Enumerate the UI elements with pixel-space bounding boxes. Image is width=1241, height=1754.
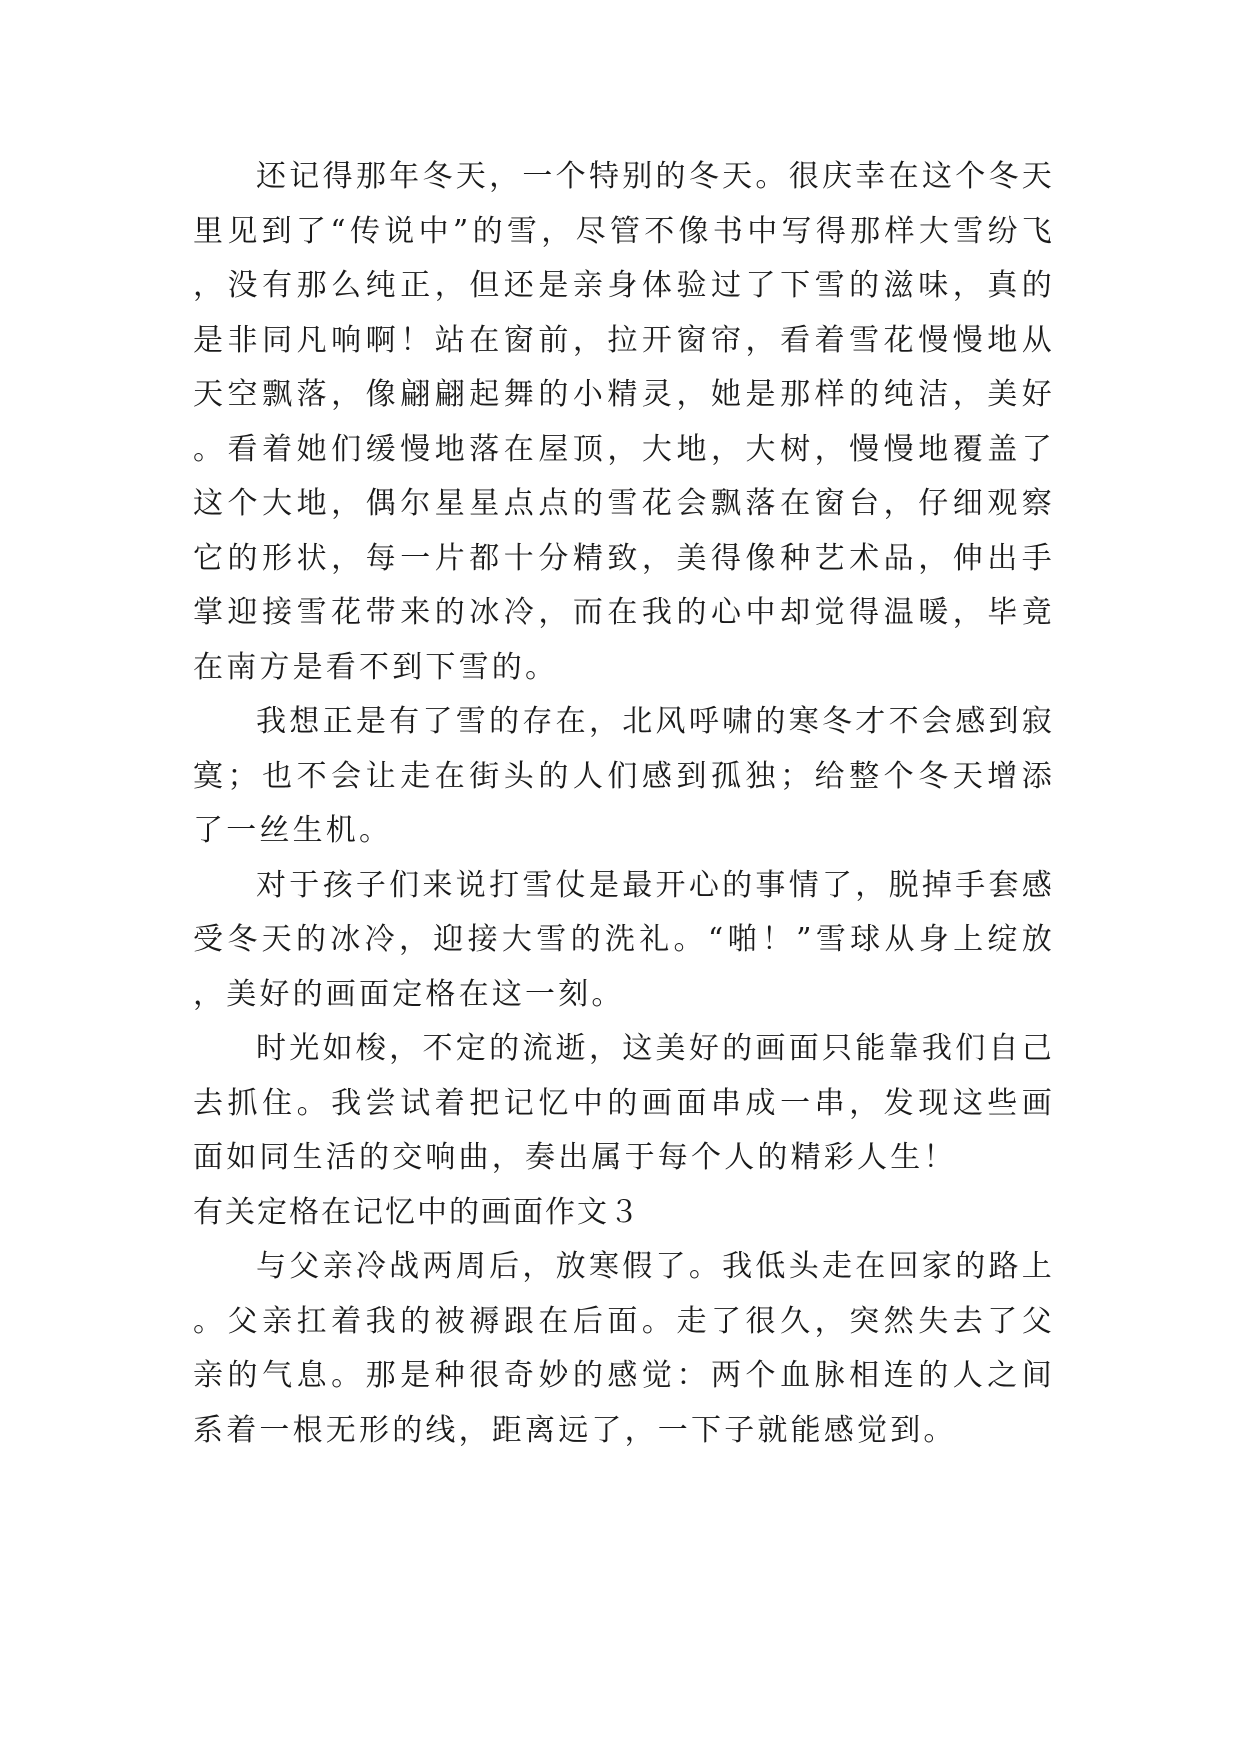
paragraph-snowball-fight: 对于孩子们来说打雪仗是最开心的事情了，脱掉手套感受冬天的冰冷，迎接大雪的洗礼。“啪！”雪球从身上绽放，美好的画面定格在这一刻。 — [193, 867, 1055, 1012]
document-body — [193, 150, 1055, 1458]
section-heading: 有关定格在记忆中的画面作文３ — [193, 1194, 641, 1230]
paragraph-snow-memory: 还记得那年冬天，一个特别的冬天。很庆幸在这个冬天里见到了“传说中”的雪，尽管不像书中写得那样大雪纷飞，没有那么纯正，但还是亲身体验过了下雪的滋味，真的是非同凡响啊！站在窗前，拉开窗帘，看着雪花慢慢地从天空飘落，像翩翩起舞的小精灵，她是那样的纯洁，美好。看着她们缓慢地落在屋顶，大地，大树，慢慢地覆盖了这个大地，偶尔星星点点的雪花会飘落在窗台，仔细观察它的形状，每一片都十分精致，美得像种艺术品，伸出手掌迎接雪花带来的冰冷，而在我的心中却觉得温暖，毕竟在南方是看不到下雪的。 — [193, 159, 1055, 685]
paragraph-time-flies: 时光如梭，不定的流逝，这美好的画面只能靠我们自己去抓住。我尝试着把记忆中的画面串成一串，发现这些画面如同生活的交响曲，奏出属于每个人的精彩人生！ — [193, 1031, 1055, 1175]
paragraph-father: 与父亲冷战两周后，放寒假了。我低头走在回家的路上。父亲扛着我的被褥跟在后面。走了很久，突然失去了父亲的气息。那是种很奇妙的感觉：两个血脉相连的人之间系着一根无形的线，距离远了，一下子就能感觉到。 — [193, 1249, 1055, 1448]
paragraph-snow-companion: 我想正是有了雪的存在，北风呼啸的寒冬才不会感到寂寞；也不会让走在街头的人们感到孤独；给整个冬天增添了一丝生机。 — [193, 704, 1055, 848]
